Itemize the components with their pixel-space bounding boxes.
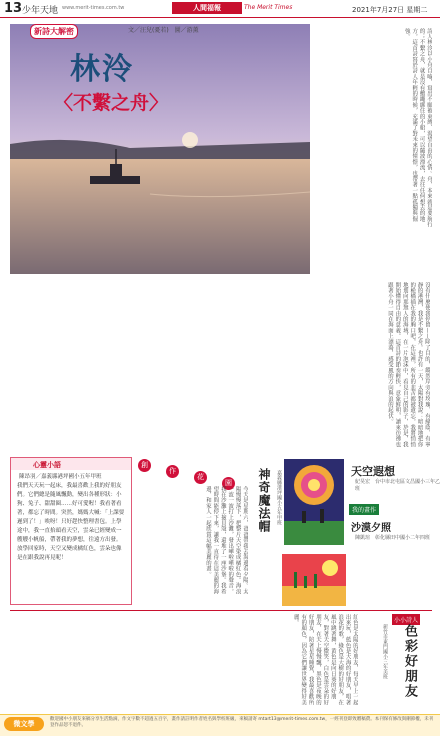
sky-author: 紀昊宏 台中市北屯區文昌國小三年乙班 bbox=[355, 479, 440, 492]
article-byline: 文／汪兒(憂若) 圖／游薰 bbox=[128, 27, 199, 34]
poem-body: 紅色是太陽的好朋友，每天早上一起出來玩，藍色是大海的好朋友，唱著浪花的歌，綠色是大樹的好朋友，在風中跳著舞，黃色是向日葵的好朋友，對著天空微笑，白色是雲朵的好朋友，在天上慢慢飄，黑色是夜晚的好朋友，陪著星星睡覺，我最喜歡所有的顏色，因為它們讓世界變得好美麗。 bbox=[292, 614, 358, 706]
little-poet-tag: 小小詩人 bbox=[392, 614, 420, 625]
essay-box-title: 心靈小語 bbox=[33, 461, 61, 469]
poem-text-column: 詩人林泠以小舟自喻，寫出不願被束縛、渴望自由的心情。舟，本來就是要航行的；不繫之舟，就是沒有纜繩綁住的小船，可以隨波漂流，去往任何想去的地方。這首詩寫於詩人年輕的時候，充滿了對未來的憧憬，也帶著一點孤獨與倔強。 bbox=[403, 28, 432, 228]
site-url[interactable]: www.merit-times.com.tw bbox=[62, 5, 125, 11]
column-badge: 新詩大解密 bbox=[30, 24, 78, 39]
sky-drawing bbox=[284, 459, 344, 545]
header-rule bbox=[0, 17, 440, 18]
garden-char-2: 作 bbox=[166, 465, 179, 478]
desert-title: 沙漠夕照 bbox=[351, 523, 391, 534]
article-body: 沒有什麼使我停留——除了目的，縱然岸旁有玫瑰、有綠蔭、有寧靜的港灣，我是不繫之舟。也許有一天，太陽對我說：暗暗地把你的桅檣插在我的胸口吧，在這裡，所有的悲苦都被遺忘。我將悄悄地划向那無人的海域，在一片泡沫中，看見自己的影子，於是，我開始懂得自由的意義。這首詩的節奏輕快，意象鮮明，讀來彷彿也跟著小舟一同在海面上漂蕩，感受風的方向與浪的起伏。 bbox=[386, 282, 430, 448]
poet-name-title: 林泠 bbox=[70, 52, 134, 87]
garden-char-3: 花 bbox=[194, 471, 207, 484]
hero-illustration bbox=[10, 24, 310, 274]
creation-garden-text: 今天是星期六，爸爸帶我去海邊看夕陽。太陽慢慢落下，把整片天空染成橘紅色。海浪一波一波打上沙灘，發出嘩啦嘩啦的聲音。我在沙灘上撿貝殼，還堆了一座沙堡。我希望時間能停下來，讓我一直待在這美麗的海邊，和家人一起欣賞這幅美麗的畫。 bbox=[204, 486, 248, 595]
poem-strip-author: 新竹市東門國小三年美班 bbox=[382, 624, 388, 679]
essay-box-header bbox=[11, 458, 131, 470]
reader-essay-box bbox=[10, 457, 132, 605]
newspaper-logo-en: The Merit Times bbox=[244, 4, 293, 11]
essay-author: 陳昂羽／嘉義縣港坪國小五年甲班 bbox=[19, 474, 102, 480]
desert-drawing-image bbox=[282, 554, 346, 606]
newspaper-logo: 人間福報 bbox=[172, 2, 242, 14]
section-name: 少年天地 bbox=[22, 6, 59, 16]
essay-body: 我們天天玩一起床，我最喜歡上我的好朋友們。它們總是隨風飄動，變出各種形狀：小狗、兔子、甜甜圈……好可愛喔！我看著看著，都忘了時間。突然，媽媽大喊：「上課要遲到了！」唉呀！只好趕快整理書包。上學途中，我一直抬頭看天空，雲朵已經變成一艘艘小帆船，帶著我的夢想，往遠方出發。放學回家時，天空又變成橘紅色，雲朵也像是在跟我說再見呢！ bbox=[17, 483, 125, 561]
desert-author: 陳凱瑄 彰化縣田中國小二年四班 bbox=[355, 535, 431, 541]
desert-drawing bbox=[282, 554, 346, 606]
poem-strip-title: 色彩好朋友 bbox=[402, 624, 417, 699]
poem-title: 〈不繫之舟〉 bbox=[54, 92, 169, 114]
garden-char-1: 創 bbox=[138, 459, 151, 472]
boat-at-dusk-illustration bbox=[10, 24, 310, 274]
page-header bbox=[0, 0, 440, 18]
issue-date: 2021年7月27日 星期二 bbox=[352, 6, 428, 14]
micro-literature-logo: 微文學 bbox=[4, 717, 44, 731]
planet-drawing-image bbox=[284, 459, 344, 545]
magic-hat-author: 嘉義縣港坪國小五年甲班 bbox=[276, 470, 282, 525]
page-number: 13 bbox=[4, 1, 23, 16]
drawing-tag: 我的畫作 bbox=[349, 504, 379, 515]
garden-char-4: 園 bbox=[222, 477, 235, 490]
sky-title: 天空遐想 bbox=[351, 465, 395, 478]
submission-note: 歡迎國中小朋友來稿分享生活點滴，作文字數不超過五百字，畫作請註明作者姓名與學校班級，來稿請寄 mtart13@merit-times.com.tw，一經刊登即致贈稿費。本刊保有修改與刪節權，未刊登作品恕不退件。 bbox=[50, 717, 434, 728]
magic-hat-title: 神奇魔法帽 bbox=[257, 468, 271, 533]
